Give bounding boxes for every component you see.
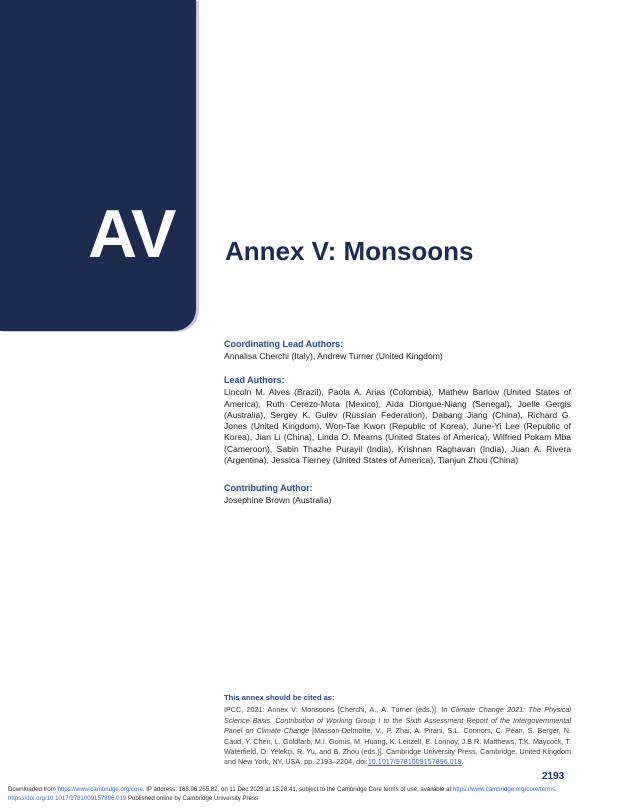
footer-line-2: [8, 795, 623, 804]
coordinating-lead-authors-section: [224, 339, 571, 363]
citation-part2: [Masson-Delmotte, V., P. Zhai, A. Pirani, S.L. Connors, C. Péan, S. Berger, N. Caud, Y. Chen, L. Goldfarb, M.I. Gomis, M. Huang, K. Leitzell, E. Lonnoy, J.B.R. Matthews, T.K. Maycock, T. Waterfield, O. Yelekçi, R. Yu, and B. Zhou (eds.)]. Cambridge University Press, Cambridge, United Kingdom and New York, NY, USA, pp. 2193–2204, doi:: [224, 726, 571, 767]
footer-text-4: Published online by Cambridge University Press: [126, 794, 259, 802]
citation-end: .: [461, 757, 464, 767]
citation-text: [224, 705, 571, 767]
footer-terms-link[interactable]: https://www.cambridge.org/core/terms: [452, 786, 556, 793]
citation-section: [224, 692, 571, 768]
footer-text-2: . IP address: 168.96.255.82, on 11 Dec 2023 at 15:28:41, subject to the Cambridge Core terms of use, available at: [142, 786, 453, 793]
page-number: 2193: [542, 771, 565, 782]
coordinating-lead-authors-names: Annalisa Cherchi (Italy), Andrew Turner (United Kingdom): [224, 351, 443, 362]
footer-cambridge-core-link[interactable]: https://www.cambridge.org/core: [57, 786, 143, 793]
page-title: Annex V: Monsoons: [225, 236, 474, 266]
citation-book-title: Climate Change 2021: The Physical Science Basis. Contribution of Working Group I to the Sixth Assessment Report of the Intergovernmental Panel on Climate Change: [224, 705, 571, 736]
citation-part1: IPCC, 2021: Annex V: Monsoons [Cherchi, A., A. Turner (eds.)]. In: [224, 705, 451, 715]
footer-line-1: [8, 786, 623, 795]
lead-authors-section: [224, 375, 571, 466]
coordinating-lead-authors-heading: Coordinating Lead Authors:: [224, 339, 344, 349]
annex-side-panel: [0, 0, 196, 331]
lead-authors-heading: Lead Authors:: [224, 375, 285, 385]
citation-doi-link[interactable]: 10.1017/9781009157896.019: [367, 757, 462, 767]
download-footer: [8, 786, 623, 803]
footer-text-3: .: [555, 786, 557, 793]
lead-authors-names: Lincoln M. Alves (Brazil), Paola A. Arias (Colombia), Mathew Barlow (United States of America), Ruth Cerezo-Mota (Mexico), Aïda Diongue-Niang (Senegal), Joelle Gergis (Australia), Sergey K. Gulev (Russian Federation), Dabang Jiang (China), Richard G. Jones (United Kingdom), Won-Tae Kwon (Republic of Korea), June-Yi Lee (Republic of Korea), Jian Li (China), Linda O. Mearns (United States of America), Wilfried Pokam Mba (Cameroon), Sabin Thazhe Purayil (India), Krishnan Raghavan (India), Juan A. Rivera (Argentina), Jessica Tierney (United States of America), Tianjun Zhou (China): [224, 387, 571, 466]
footer-doi-link[interactable]: https://doi.org/10.1017/9781009157896.019: [8, 794, 127, 802]
footer-text-1: Downloaded from: [8, 786, 58, 793]
citation-heading: This annex should be cited as:: [224, 693, 335, 702]
contributing-author-heading: Contributing Author:: [224, 483, 313, 493]
contributing-author-names: Josephine Brown (Australia): [224, 495, 332, 506]
contributing-author-section: [224, 483, 571, 507]
annex-code: AV: [88, 196, 176, 272]
